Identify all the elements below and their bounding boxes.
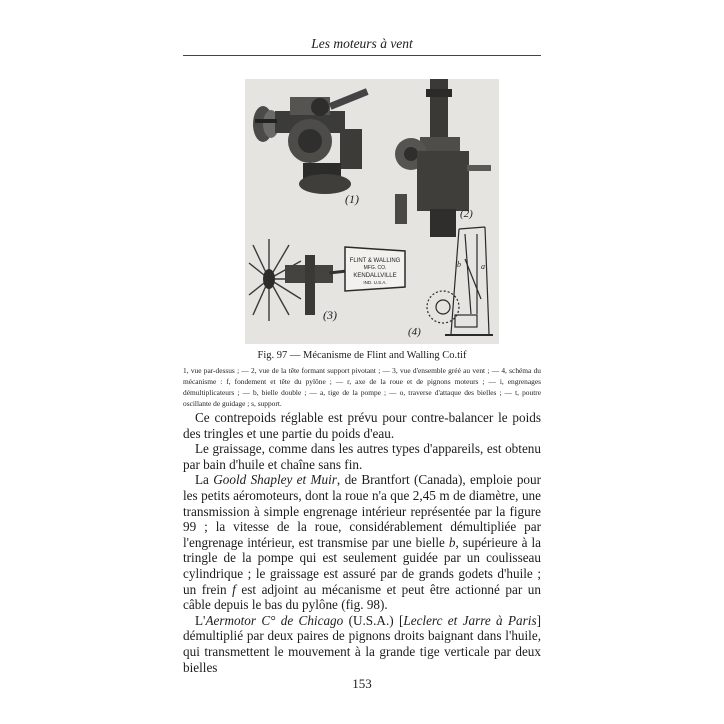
paragraph-2: Le graissage, comme dans les autres types d'appareils, est obtenu par bain d'huile et chaîne sans fin. xyxy=(183,441,541,472)
header-rule xyxy=(183,55,541,56)
company-name-aermotor: Aermotor C° de Chicago xyxy=(205,612,344,628)
paragraph-4-lead: L' xyxy=(195,612,206,628)
paragraph-1: Ce contrepoids réglable est prévu pour contre-balancer le poids des tringles et une partie du poids d'eau. xyxy=(183,410,541,441)
schematic-letter-b: b xyxy=(457,260,461,269)
schematic-letter-a: a xyxy=(481,262,485,271)
paragraph-3-text-3: est adjoint au mécanisme et peut être actionné par un câble depuis le bas du pylône (fig. 98). xyxy=(183,581,541,613)
paragraph-3 xyxy=(183,472,541,612)
paragraph-4-text-1: (U.S.A.) [ xyxy=(343,612,404,628)
figure-caption-legend: 1, vue par-dessus ; — 2, vue de la tête formant support pivotant ; — 3, vue d'ensemble gréé au vent ; — 4, schéma du mécanisme : f, fondement et tête du pylône ; — r, axe de la roue et de pignons moteurs ; — i, engrenages démultiplicateurs ; — b, bielle double ; — a, tige de la pompe ; — o, traverse d'attaque des bielles ; — t, poutre oscillante de guidage ; s, support. xyxy=(183,366,541,408)
body-text xyxy=(183,410,541,675)
figure-plate xyxy=(245,79,499,344)
company-name-goold: Goold Shapley et Muir xyxy=(213,472,337,488)
paragraph-4 xyxy=(183,613,541,675)
paragraph-3-text-2: , supérieure à la tringle de la pompe qui est seulement guidée par un coulisseau cylindrique ; le graissage est assuré par de grands godets d'huile ; un frein xyxy=(183,534,541,597)
sign-line-4: IND. U.S.A. xyxy=(363,280,387,285)
page-number: 153 xyxy=(352,676,372,691)
sign-line-2: MFG. CO. xyxy=(363,265,387,271)
sign-line-3: KENDALLVILLE xyxy=(353,273,397,279)
paragraph-3-lead: La xyxy=(195,472,214,488)
letter-f: f xyxy=(232,581,236,597)
paragraph-3-text-1: , de Brantfort (Canada), emploie pour les petits aéromoteurs, dont la roue n'a que 2,45 m de diamètre, une transmission à simple engrenage intérieur représentée par la figure 99 ; la vitesse de la roue, considérablement démultipliée par l'engrenage intérieur, est transmise par une bielle xyxy=(183,472,542,550)
panel-4-drawing xyxy=(427,227,493,335)
mechanism-illustration xyxy=(245,79,499,344)
panel-3-label: (3) xyxy=(323,308,337,322)
panel-1-label: (1) xyxy=(345,192,359,206)
letter-b: b xyxy=(448,534,456,550)
panel-1-drawing xyxy=(253,88,369,194)
agent-name: Leclerc et Jarre à Paris xyxy=(403,612,537,628)
paragraph-4-text-2: ] démultiplié par deux paires de pignons droits baignant dans l'huile, qui transmettent le mouvement à la grande tige verticale par deux bielles xyxy=(183,612,541,675)
panel-2-label: (2) xyxy=(460,208,473,220)
running-header: Les moteurs à vent xyxy=(311,36,413,51)
panel-4-label: (4) xyxy=(408,326,421,338)
panel-2-drawing xyxy=(395,79,491,237)
sign-line-1: FLINT & WALLING xyxy=(349,258,401,264)
figure-caption-title: Fig. 97 — Mécanisme de Flint and Walling Co.tif xyxy=(257,350,467,361)
